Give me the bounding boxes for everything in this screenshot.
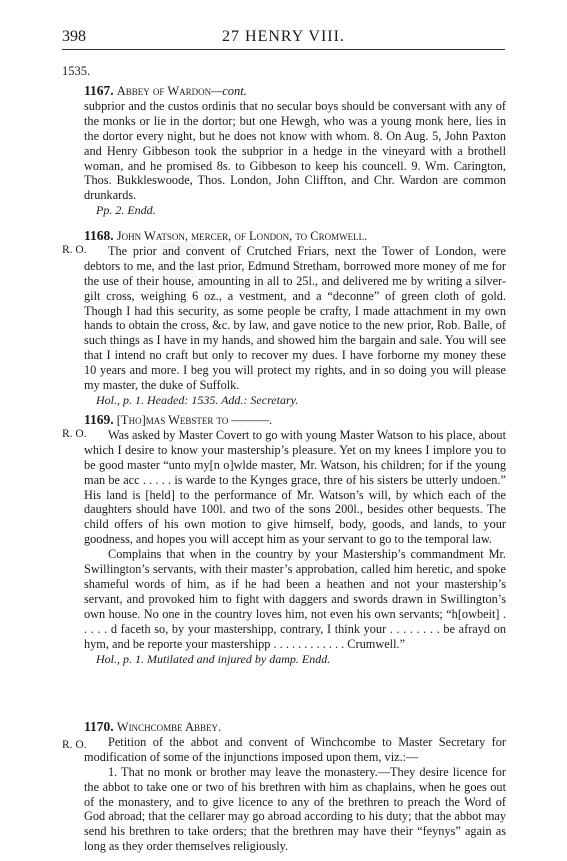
entry-1170: [84, 720, 506, 854]
entry-body: subprior and the custos ordinis that no secular boys should be conversant with any of the monks or lie in the dortor; but one Hewgh, who was a young monk here, lies in the dortor every night, but he does not know with whom. 8. On Aug. 5, John Paxton and Henry Gibbeson took the subprior in a hedge in the vineyard with a brothell woman, and he promised 8s. to Gibbeson to keep his councell. 9. Wm. Carington, Thos. Bukkleswoode, Thos. London, John Cliffton, and Chr. Wardon are common drunkards.: [84, 98, 506, 203]
entry-paragraph: Was asked by Master Covert to go with young Master Watson to his place, about which I desire to know your mastership’s pleasure. Yet on my knees I implore you to be good master “unto my[n o]wlde master, Mr. Watson, his children; for if the young man be acc . . . . . is warde to the Kynges grace, thre of his sisters be utterly undoen.” His land is [held] to the performance of Mr. Watson’s will, by which each of the daughters should have 100l. and two of the sons 200l., besides other bequests. The child offers of his own motion to give himself, body, goods, and lands, to your goodness, and hopes you will accept him as your servant to go to the temporal law.: [84, 427, 506, 547]
margin-source: R. O.: [62, 428, 87, 440]
entry-paragraph: Petition of the abbot and convent of Winchcombe to Master Secretary for modification of some of the injunctions imposed upon them, viz.:—: [84, 734, 506, 764]
entry-number: 1167.: [84, 83, 114, 98]
entry-heading: [84, 413, 506, 428]
entry-1168: [84, 229, 506, 408]
entry-1167: [84, 84, 506, 218]
entry-title: [Tho]mas Webster to ———.: [116, 413, 273, 427]
entry-heading: [84, 720, 506, 735]
entry-paragraph: Complains that when in the country by your Mastership’s commandment Mr. Swillington’s servants, with their master’s approbation, called him heretic, and spoke shameful words of him, as if he had been a heathen and not your mastership’s servant, and provoked him to fight with daggers and swords drawn in Swillington’s own house. No one in the country loves him, not even his own servants; “h[owbeit] . . . . . d faceth so, by your mastershipp, contrary, I think your . . . . . . . . be afrayd on hym, and be reporte your mastershipp . . . . . . . . . . . . Crumwell.”: [84, 547, 506, 651]
entry-note: Pp. 2. Endd.: [96, 203, 156, 218]
entry-1169: [84, 413, 506, 666]
entry-number: 1169.: [84, 412, 114, 427]
header-rule: [62, 49, 505, 50]
year-marker: 1535.: [62, 64, 91, 78]
entry-note: Hol., p. 1. Mutilated and injured by damp. Endd.: [96, 651, 331, 666]
entry-paragraph: The prior and convent of Crutched Friars, next the Tower of London, were debtors to me, and the last prior, Edmund Stretham, borrowed more money of me for the use of their house, amounting in all to 25l., and delivered me by writing a silver-gilt cross, weighing 6 oz., a vestment, and a “deconne” of green cloth of gold. Though I had this security, as some people be crafty, I made attachment in my own hands to obtain the cross, &c. by law, and gave notice to the new prior, Rob. Balle, of such things as I have in my hands, and showed him the bargain and sale. You will see that I intend no craft but only to recover my dues. I have forborne my money these 10 years and more. I beg you will protect my rights, and in so doing you will please my master, the duke of Suffolk.: [84, 243, 506, 393]
entry-number: 1170.: [84, 719, 114, 734]
entry-heading: [84, 229, 506, 244]
page-header: [0, 28, 567, 48]
entry-heading: [84, 84, 506, 99]
entry-note: Hol., p. 1. Headed: 1535. Add.: Secretary.: [96, 392, 299, 407]
entry-title-suffix: —cont.: [211, 84, 247, 98]
running-title: 27 HENRY VIII.: [222, 28, 345, 45]
margin-source: R. O.: [62, 739, 87, 751]
entry-paragraph: 1. That no monk or brother may leave the monastery.—They desire licence for the abbot to take one or two of his brethren with him as chaplains, when he goes out of the monastery, and to give licence to any of the brethren to preach the Word of God abroad; that the cellarer may go abroad according to his duty; that the abbot may send his brethren to take orders; that the brethren may have their “feynys” again as long as they order themselves religiously.: [84, 764, 506, 854]
entry-title: Abbey of Wardon: [116, 84, 212, 98]
entry-number: 1168.: [84, 228, 114, 243]
entry-title: John Watson, mercer, of London, to Cromwell.: [116, 229, 368, 243]
entry-title: Winchcombe Abbey.: [116, 720, 222, 734]
page-number: 398: [62, 28, 86, 45]
margin-source: R. O.: [62, 244, 87, 256]
